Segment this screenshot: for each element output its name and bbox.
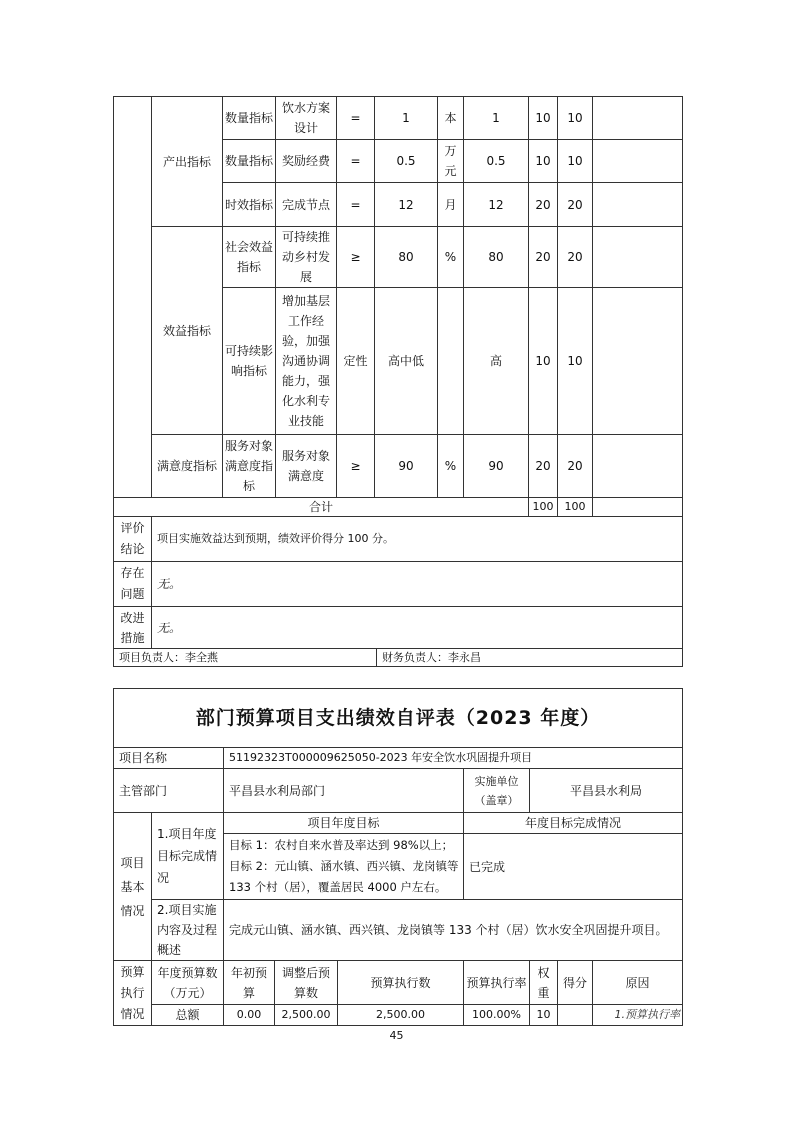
remark: [592, 434, 683, 498]
project-lead: 项目负责人：李全燕: [113, 648, 377, 667]
budget-header-score: 得分: [557, 960, 593, 1005]
page-number: 45: [389, 1029, 404, 1042]
budget-rate-value: 100.00%: [463, 1004, 530, 1026]
indicator-name: 奖励经费: [275, 139, 337, 183]
budget-header-annual: 年度预算数（万元）: [151, 960, 224, 1005]
goal-status-header: 年度目标完成情况: [463, 812, 683, 834]
issues-text: 无。: [151, 561, 683, 607]
operator: ≥: [336, 226, 375, 288]
weight: 10: [528, 287, 558, 435]
level2-cell: 数量指标: [222, 96, 276, 140]
weight: 20: [528, 182, 558, 227]
unit: [437, 287, 464, 435]
basic-info-label: 项目基本情况: [113, 812, 152, 961]
unit: %: [437, 226, 464, 288]
weight: 10: [528, 139, 558, 183]
target-value: 1: [374, 96, 438, 140]
target-value: 高中低: [374, 287, 438, 435]
budget-executed-value: 2,500.00: [337, 1004, 464, 1026]
measures-label: 改进措施: [113, 606, 152, 649]
budget-header-initial: 年初预算: [223, 960, 275, 1005]
level1-satisfaction-indicator: 满意度指标: [151, 434, 223, 498]
form-title: 部门预算项目支出绩效自评表（2023 年度）: [113, 688, 683, 748]
level2-cell: 服务对象满意度指标: [222, 434, 276, 498]
unit: 本: [437, 96, 464, 140]
weight: 20: [528, 434, 558, 498]
indicator-name: 服务对象满意度: [275, 434, 337, 498]
level2-cell: 社会效益指标: [222, 226, 276, 288]
target-value: 90: [374, 434, 438, 498]
operator: ≥: [336, 434, 375, 498]
project-name: 51192323T000009625050-2023 年安全饮水巩固提升项目: [223, 747, 683, 769]
actual-value: 高: [463, 287, 529, 435]
indicator-name: 增加基层工作经验，加强沟通协调能力，强化水利专业技能: [275, 287, 337, 435]
budget-total-label: 总额: [151, 1004, 224, 1026]
score: 20: [557, 226, 593, 288]
actual-value: 1: [463, 96, 529, 140]
actual-value: 80: [463, 226, 529, 288]
level2-cell: 数量指标: [222, 139, 276, 183]
goal-text: 目标 1：农村自来水普及率达到 98%以上；目标 2：元山镇、涵水镇、西兴镇、龙岗镇等 133 个村（居），覆盖居民 4000 户左右。: [223, 833, 464, 900]
actual-value: 90: [463, 434, 529, 498]
remark: [592, 287, 683, 435]
measures-text: 无。: [151, 606, 683, 649]
goal-label: 1.项目年度目标完成情况: [151, 812, 224, 900]
level1-benefit-indicator: 效益指标: [151, 226, 223, 435]
total-label: 合计: [113, 497, 529, 517]
dept: 平昌县水利局部门: [223, 768, 464, 813]
operator: =: [336, 96, 375, 140]
weight: 10: [528, 96, 558, 140]
indicator-name: 可持续推动乡村发展: [275, 226, 337, 288]
budget-label: 预算执行情况: [113, 960, 152, 1026]
target-value: 0.5: [374, 139, 438, 183]
conclusion-text: 项目实施效益达到预期，绩效评价得分 100 分。: [151, 516, 683, 562]
dept-label: 主管部门: [113, 768, 224, 813]
total-score: 100: [557, 497, 593, 517]
budget-weight-value: 10: [529, 1004, 558, 1026]
level2-cell: 可持续影响指标: [222, 287, 276, 435]
indicator-name: 饮水方案设计: [275, 96, 337, 140]
impl-label: 2.项目实施内容及过程概述: [151, 899, 224, 961]
goal-status: 已完成: [463, 833, 683, 900]
outer-left-column: [113, 96, 152, 498]
project-name-label: 项目名称: [113, 747, 224, 769]
budget-header-reason: 原因: [592, 960, 683, 1005]
total-remark: [592, 497, 683, 517]
goal-header: 项目年度目标: [223, 812, 464, 834]
impl-unit: 平昌县水利局: [529, 768, 683, 813]
budget-header-weight: 权重: [529, 960, 558, 1005]
level2-cell: 时效指标: [222, 182, 276, 227]
impl-text: 完成元山镇、涵水镇、西兴镇、龙岗镇等 133 个村（居）饮水安全巩固提升项目。: [223, 899, 683, 961]
unit: 万元: [437, 139, 464, 183]
remark: [592, 182, 683, 227]
unit: %: [437, 434, 464, 498]
remark: [592, 226, 683, 288]
score: 20: [557, 434, 593, 498]
budget-header-rate: 预算执行率: [463, 960, 530, 1005]
operator: 定性: [336, 287, 375, 435]
remark: [592, 96, 683, 140]
actual-value: 0.5: [463, 139, 529, 183]
actual-value: 12: [463, 182, 529, 227]
operator: =: [336, 139, 375, 183]
target-value: 12: [374, 182, 438, 227]
weight: 20: [528, 226, 558, 288]
conclusion-label: 评价结论: [113, 516, 152, 562]
indicator-name: 完成节点: [275, 182, 337, 227]
budget-score-value: [557, 1004, 593, 1026]
remark: [592, 139, 683, 183]
budget-initial-value: 0.00: [223, 1004, 275, 1026]
budget-adjusted-value: 2,500.00: [274, 1004, 338, 1026]
level1-output-indicator: 产出指标: [151, 96, 223, 227]
budget-reason-value: 1.预算执行率: [592, 1004, 683, 1026]
target-value: 80: [374, 226, 438, 288]
issues-label: 存在问题: [113, 561, 152, 607]
score: 10: [557, 287, 593, 435]
score: 10: [557, 139, 593, 183]
finance-lead: 财务负责人：李永昌: [376, 648, 683, 667]
budget-header-adjusted: 调整后预算数: [274, 960, 338, 1005]
impl-unit-label: 实施单位（盖章）: [463, 768, 530, 813]
score: 10: [557, 96, 593, 140]
total-weight: 100: [528, 497, 558, 517]
score: 20: [557, 182, 593, 227]
operator: =: [336, 182, 375, 227]
unit: 月: [437, 182, 464, 227]
budget-header-executed: 预算执行数: [337, 960, 464, 1005]
